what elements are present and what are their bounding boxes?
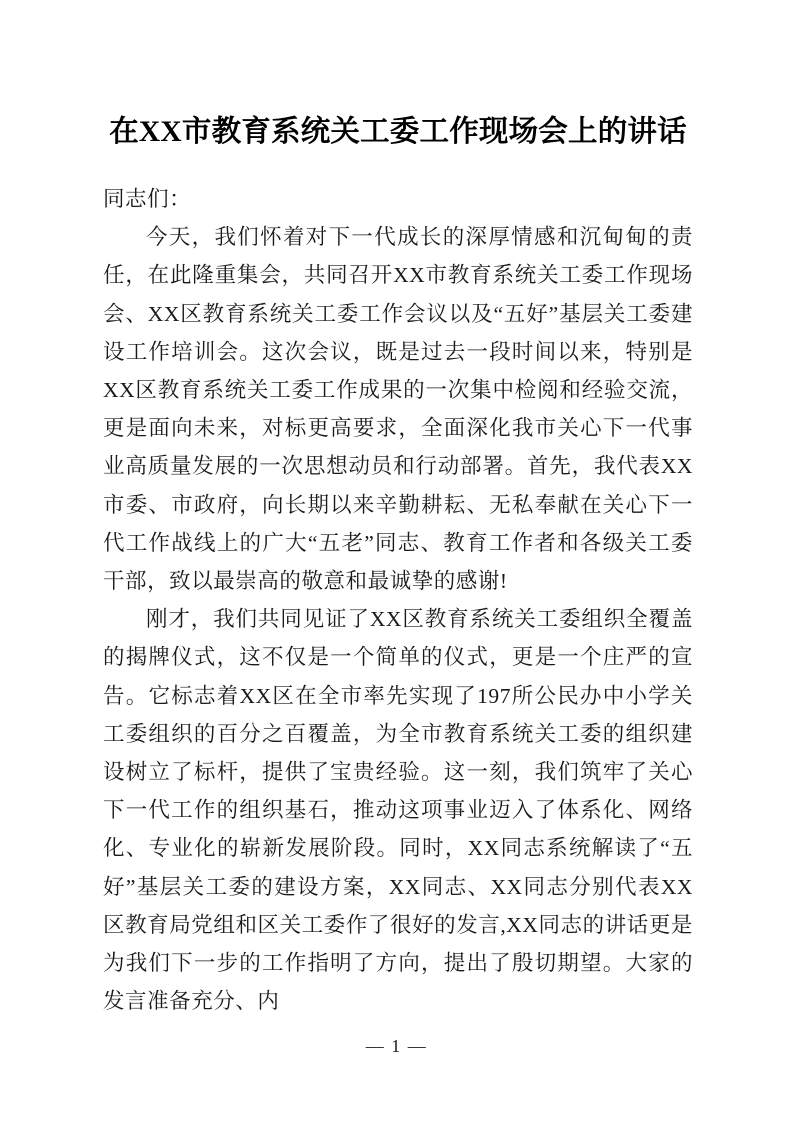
salutation-line: 同志们： [103,187,192,211]
page-title: 在XX市教育系统关工委工作现场会上的讲话 [109,116,687,148]
page-number-footer: — 1 — [365,1036,428,1056]
document-content [103,0,693,1020]
paragraph-1: 今天，我们怀着对下一代成长的深厚情感和沉甸甸的责任，在此隆重集会，共同召开XX市教育系统关工委工作现场会、XX区教育系统关工委工作会议以及“五好”基层关工委建设工作培训会。这次会议，既是过去一段时间以来，特别是XX区教育系统关工委工作成果的一次集中检阅和经验交流，更是面向未来，对标更高要求，全面深化我市关心下一代事业高质量发展的一次思想动员和行动部署。首先，我代表XX市委、市政府，向长期以来辛勤耕耘、无私奉献在关心下一代工作战线上的广大“五老”同志、教育工作者和各级关工委干部，致以最崇高的敬意和最诚挚的感谢! [103,225,693,594]
paragraph-2: 刚才，我们共同见证了XX区教育系统关工委组织全覆盖的揭牌仪式，这不仅是一个简单的仪式，更是一个庄严的宣告。它标志着XX区在全市率先实现了197所公民办中小学关工委组织的百分之百覆盖，为全市教育系统关工委的组织建设树立了标杆，提供了宝贵经验。这一刻，我们筑牢了关心下一代工作的组织基石，推动这项事业迈入了体系化、网络化、专业化的崭新发展阶段。同时，XX同志系统解读了“五好”基层关工委的建设方案，XX同志、XX同志分别代表XX区教育局党组和区关工委作了很好的发言,XX同志的讲话更是为我们下一步的工作指明了方向，提出了殷切期望。大家的发言准备充分、内 [103,607,693,1014]
document-body [103,180,693,1020]
